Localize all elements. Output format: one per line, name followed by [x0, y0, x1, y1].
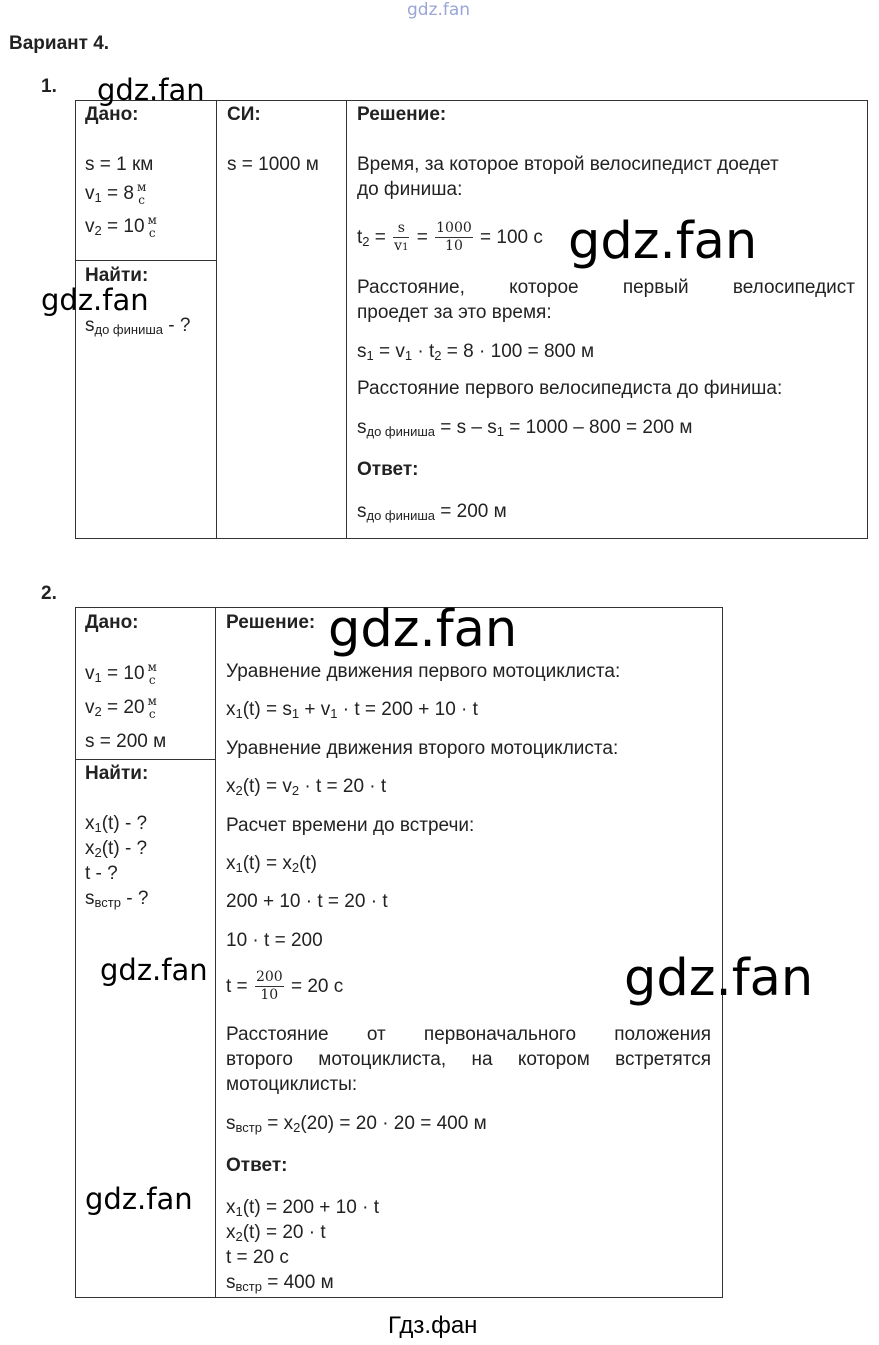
task2-meet: $s_{встр} = x_2(20) = 20 \cdot 20 = 400$ м	[226, 1113, 487, 1135]
task2-eq2: $x_2(t) = v_2 \cdot t = 20 \cdot t$	[226, 776, 387, 798]
task2-calc2: 200 + 10 · t = 20 · t	[226, 891, 388, 912]
task2-find-x2: $x_2(t)$ - ?	[85, 838, 148, 860]
task1-t2-formula: $t_2$ = $\frac{s}{v1}$ = $\frac{1000}{10}$ = 100 с	[357, 219, 543, 255]
variant-title: Вариант 4.	[9, 33, 110, 54]
task2-dist-l2: второго мотоциклиста, на котором встретятся	[226, 1049, 711, 1070]
task2-number: 2.	[41, 583, 57, 604]
task2-find-x1: $x_1(t)$ - ?	[85, 813, 148, 835]
task2-ans1: $x_1(t) = 200 + 10 \cdot t$	[226, 1197, 379, 1219]
task1-find-header: Найти:	[85, 265, 149, 286]
watermark: gdz.fan	[328, 600, 518, 659]
task1-s1-formula: $s_1 = v_1 \cdot t_2 = 8 \cdot 100 = 800$ м	[357, 341, 595, 363]
task1-answer-header: Ответ:	[357, 459, 419, 480]
task2-answer-header: Ответ:	[226, 1155, 288, 1176]
watermark: gdz.fan	[41, 283, 149, 317]
task2-find-header: Найти:	[85, 763, 149, 784]
watermark-footer: Гдз.фан	[388, 1312, 478, 1339]
task2-ans2: $x_2(t) = 20 \cdot t$	[226, 1222, 326, 1244]
task2-eq1: $x_1(t) = s_1 + v_1 \cdot t = 200 + 10 \cdot t$	[226, 699, 478, 721]
task1-si-s: s = 1000 м	[227, 154, 319, 175]
watermark: gdz.fan	[100, 953, 208, 987]
task2-given-header: Дано:	[85, 612, 139, 633]
task1-sfin-formula: $s_{до финиша} = s - s_1 = 1000 - 800 = 200$ м	[357, 417, 693, 439]
task1-find-s: $s_{до финиша}$ - ?	[85, 315, 191, 337]
task1-given-v2: $v_2 = 10$ м с	[85, 212, 157, 240]
task2-ans3: t = 20 с	[226, 1247, 289, 1268]
task2-calc1: $x_1(t) = x_2(t)$	[226, 853, 317, 875]
task1-text3: Расстояние первого велосипедиста до финиша:	[357, 378, 783, 399]
watermark: gdz.fan	[85, 1182, 193, 1216]
task2-divider-1	[215, 607, 216, 1297]
task1-divider-1	[216, 100, 217, 538]
task2-given-v2: $v_2 = 20$ м с	[85, 693, 157, 721]
task1-solution-header: Решение:	[357, 104, 447, 125]
task1-given-v1: $v_1 = 8$ м с	[85, 179, 147, 207]
task2-solution-header: Решение:	[226, 612, 316, 633]
watermark-top: gdz.fan	[407, 0, 471, 20]
task1-si-header: СИ:	[227, 104, 261, 125]
task1-text1-l2: до финиша:	[357, 179, 463, 200]
watermark: gdz.fan	[624, 949, 814, 1008]
task2-given-s: s = 200 м	[85, 731, 167, 752]
task2-ans4: $s_{встр} = 400$ м	[226, 1272, 334, 1294]
task2-eq2-text: Уравнение движения второго мотоциклиста:	[226, 738, 619, 759]
task1-divider-2	[346, 100, 347, 538]
task2-divider-h	[75, 759, 215, 760]
task1-divider-h	[75, 260, 216, 261]
watermark: gdz.fan	[568, 212, 758, 271]
task1-text2-l2: проедет за это время:	[357, 302, 552, 323]
task2-calc3: 10 · t = 200	[226, 930, 323, 951]
task2-eq1-text: Уравнение движения первого мотоциклиста:	[226, 661, 621, 682]
task1-given-header: Дано:	[85, 104, 139, 125]
task1-given-s: s = 1 км	[85, 154, 154, 175]
task2-find-t: t - ?	[85, 863, 118, 884]
task1-text2-l1: Расстояние, которое первый велосипедист	[357, 277, 855, 298]
task2-given-v1: $v_1 = 10$ м с	[85, 659, 157, 687]
task1-number: 1.	[41, 76, 57, 97]
task2-calc4: t = $\frac{200}{10}$ = 20 с	[226, 969, 344, 1004]
task2-dist-l3: мотоциклисты:	[226, 1074, 358, 1095]
task2-find-s: $s_{встр}$ - ?	[85, 888, 149, 910]
task2-calc-text: Расчет времени до встречи:	[226, 815, 475, 836]
task1-text1-l1: Время, за которое второй велосипедист доедет	[357, 154, 779, 175]
watermark: gdz.fan	[97, 73, 205, 107]
task2-dist-l1: Расстояние от первоначального положения	[226, 1024, 711, 1045]
task1-answer: $s_{до финиша} = 200$ м	[357, 501, 507, 523]
